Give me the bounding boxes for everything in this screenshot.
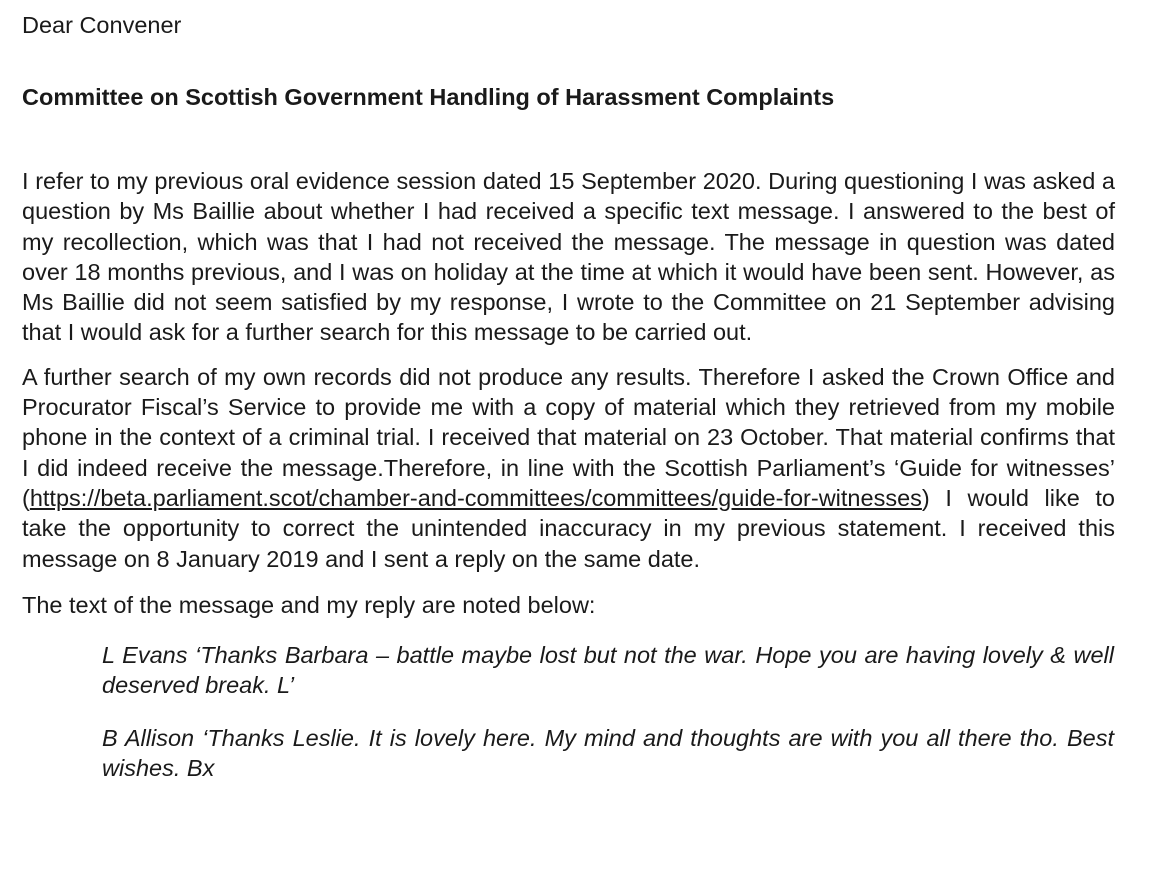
body-paragraph-2 <box>22 362 1115 574</box>
paragraph-2-text-after-link: ) I would like to take the opportunity to correct the unintended inaccuracy in my previous statement. I received this message on 8 January 2019 and I sent a reply on the same date. <box>22 484 1115 572</box>
paragraph-2-text-before-link: A further search of my own records did not produce any results. Therefore I asked the Crown Office and Procurator Fiscal’s Service to provide me with a copy of material which they retrieved from my mobile phone in the context of a criminal trial. I received that material on 23 October. That material confirms that I did indeed receive the message.Therefore, in line with the Scottish Parliament’s ‘Guide for witnesses’ ( <box>22 363 1115 511</box>
quoted-reply-allison: B Allison ‘Thanks Leslie. It is lovely here. My mind and thoughts are with you all there tho. Best wishes. Bx <box>102 724 1114 782</box>
salutation: Dear Convener <box>22 12 182 38</box>
subject-heading: Committee on Scottish Government Handling of Harassment Complaints <box>22 84 835 110</box>
letter-page <box>22 10 1115 783</box>
quoted-message-evans: L Evans ‘Thanks Barbara – battle maybe lost but not the war. Hope you are having lovely & well deserved break. L’ <box>102 642 1114 699</box>
guide-for-witnesses-link[interactable]: https://beta.parliament.scot/chamber-and-committees/committees/guide-for-witnesses <box>29 484 922 511</box>
body-paragraph-3: The text of the message and my reply are noted below: <box>22 591 596 618</box>
body-paragraph-1: I refer to my previous oral evidence session dated 15 September 2020. During questioning I was asked a question by Ms Baillie about whether I had received a specific text message. I answered to the best of my recollection, which was that I had not received the message. The message in question was dated over 18 months previous, and I was on holiday at the time at which it would have been sent. However, as Ms Baillie did not seem satisfied by my response, I wrote to the Committee on 21 September advising that I would ask for a further search for this message to be carried out. <box>22 168 1115 346</box>
